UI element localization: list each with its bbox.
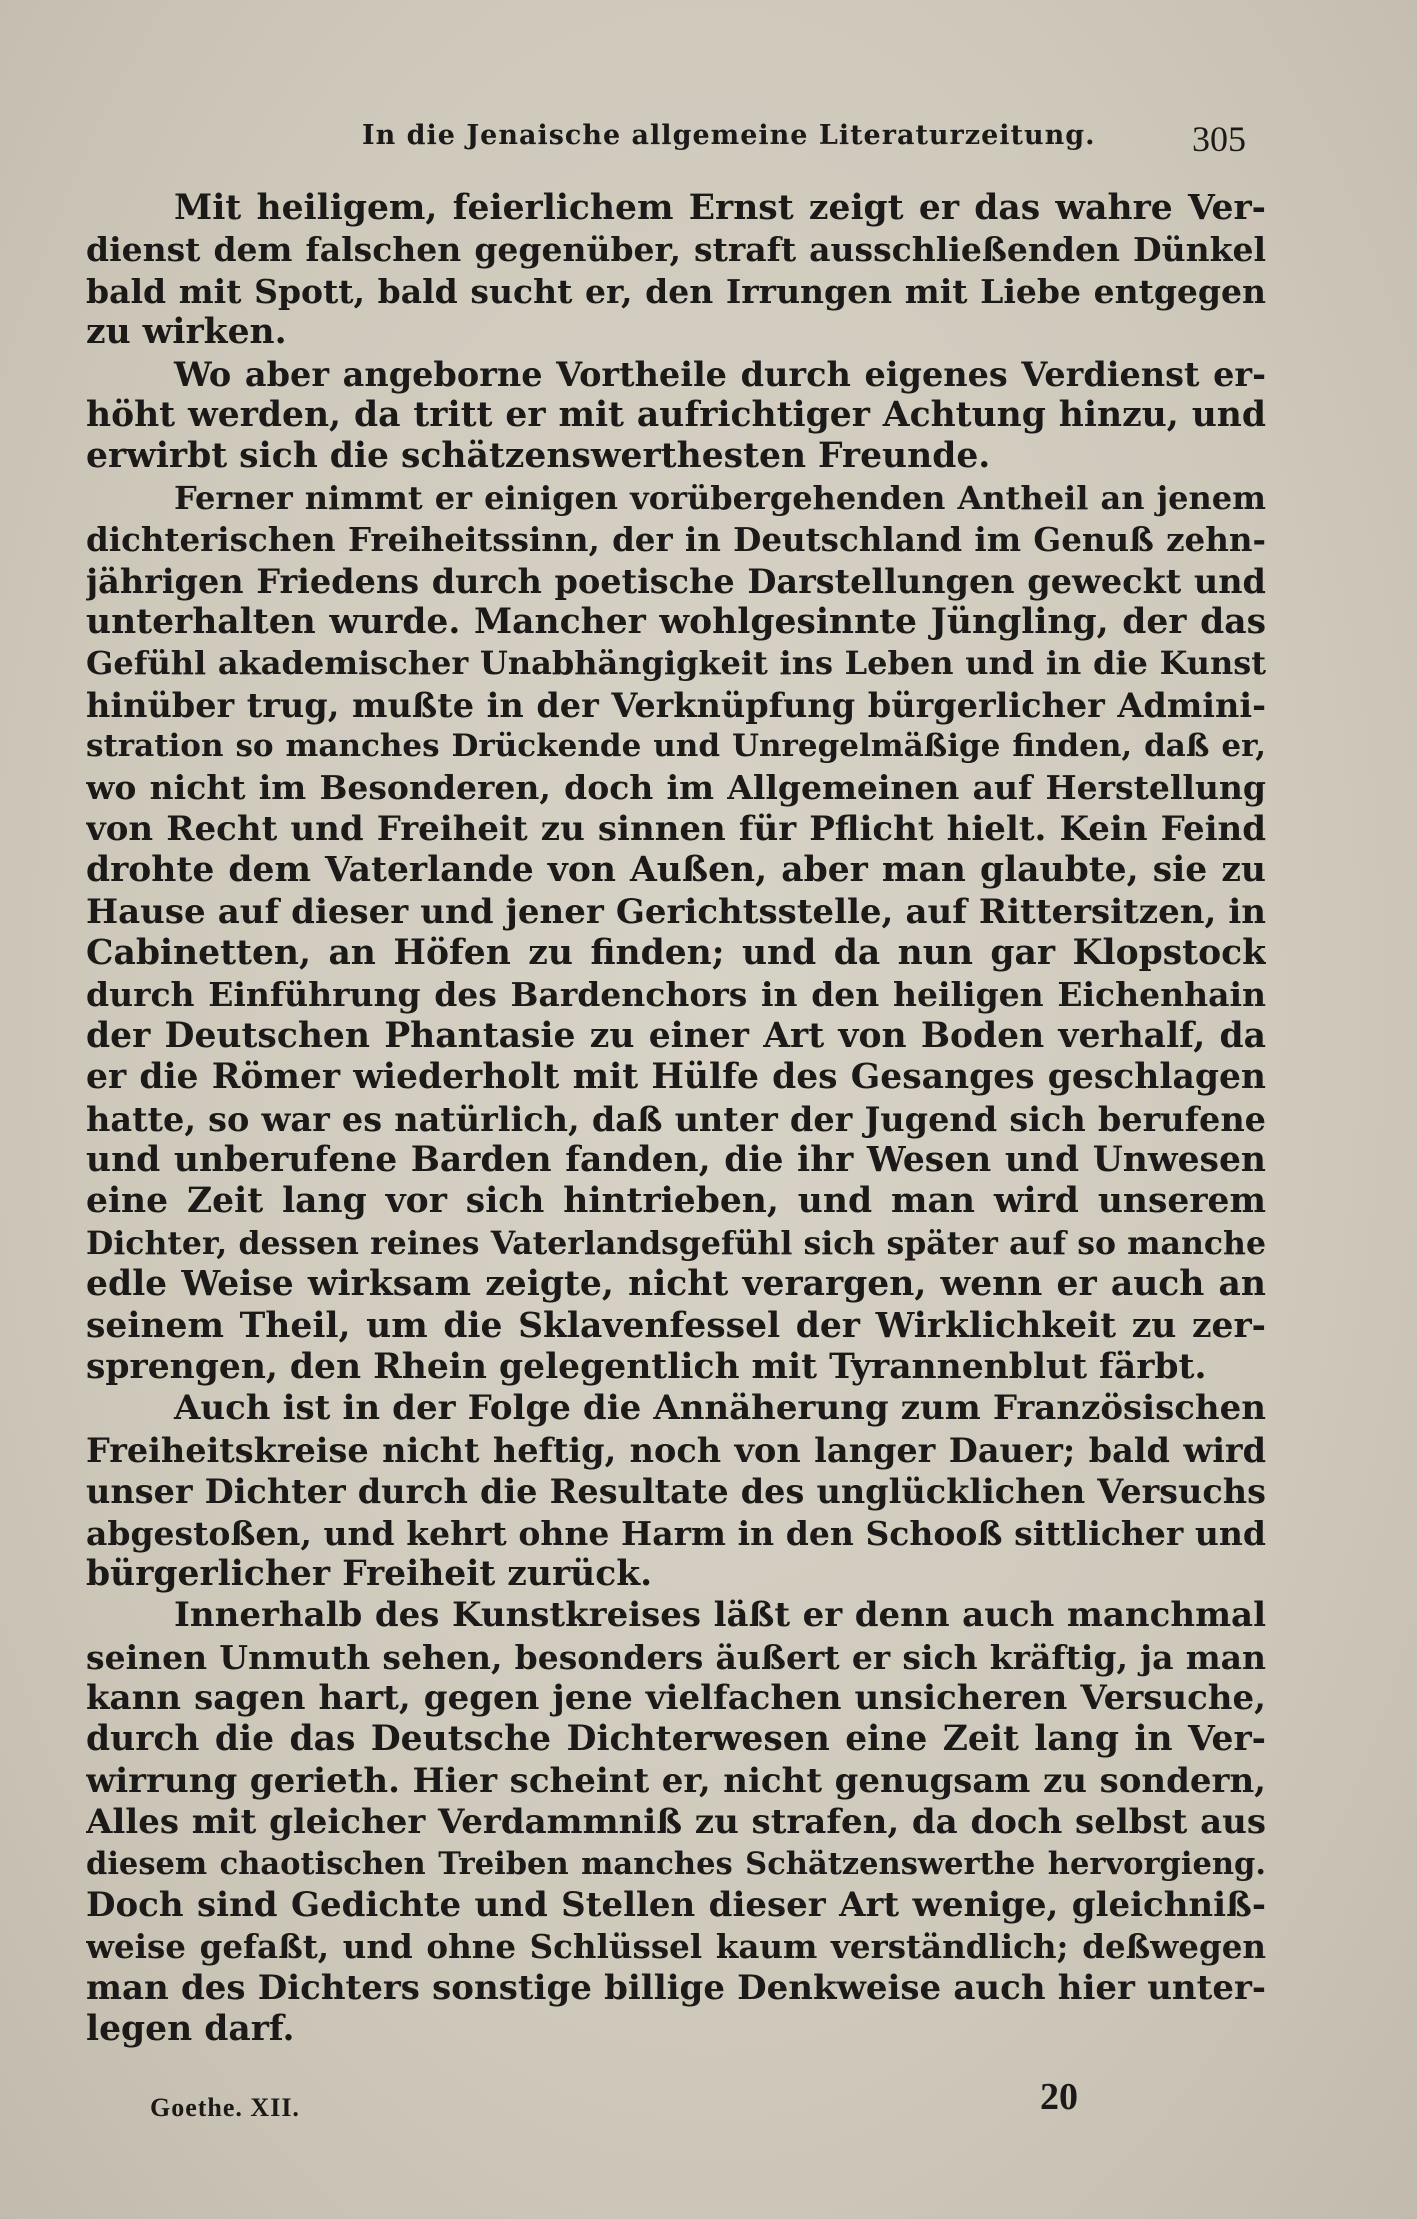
text-line: jährigen Friedens durch poetische Darstellungen geweckt und [86,561,1266,601]
text-line: abgestoßen, und kehrt ohne Harm in den Schooß sittlicher und [86,1513,1266,1553]
text-line: stration so manches Drückende und Unregelmäßige finden, daß er, [86,728,1266,765]
text-line: weise gefaßt, und ohne Schlüssel kaum verständlich; deßwegen [86,1927,1266,1967]
text-line: und unberufene Barden fanden, die ihr Wesen und Unwesen [86,1139,1266,1180]
text-line: Ferner nimmt er einigen vorübergehenden Antheil an jenem [174,478,1266,517]
text-line: wo nicht im Besonderen, doch im Allgemeinen auf Herstellung [86,768,1266,808]
text-line: Mit heiligem, feierlichem Ernst zeigt er das wahre Ver- [174,188,1266,228]
body-text [86,188,1266,2051]
page-number: 305 [1192,119,1246,159]
text-line: kann sagen hart, gegen jene vielfachen unsicheren Versuche, [86,1678,1266,1719]
text-line: Freiheitskreise nicht heftig, noch von langer Dauer; bald wird [86,1430,1266,1470]
text-line: durch die das Deutsche Dichterwesen eine Zeit lang in Ver- [86,1719,1266,1760]
text-line: sprengen, den Rhein gelegentlich mit Tyrannenblut färbt. [86,1346,1207,1387]
text-line: legen darf. [86,2009,295,2050]
text-line: zu wirken. [86,312,287,353]
text-line: drohte dem Vaterlande von Außen, aber man glaubte, sie zu [86,850,1266,891]
text-line: wirrung gerieth. Hier scheint er, nicht genugsam zu sondern, [86,1760,1266,1801]
text-line: Alles mit gleicher Verdammniß zu strafen, da doch selbst aus [86,1802,1266,1843]
signature-number: 20 [1040,2076,1078,2118]
text-line: höht werden, da tritt er mit aufrichtiger Achtung hinzu, und [86,394,1266,435]
text-line: bald mit Spott, bald sucht er, den Irrungen mit Liebe entgegen [86,271,1266,311]
text-line: seinen Unmuth sehen, besonders äußert er sich kräftig, ja man [86,1637,1266,1677]
text-line: dienst dem falschen gegenüber, straft ausschließenden Dünkel [86,230,1266,270]
text-line: Wo aber angeborne Vortheile durch eigenes Verdienst er- [174,354,1266,394]
text-line: von Recht und Freiheit zu sinnen für Pflicht hielt. Kein Feind [86,808,1266,849]
text-line: seinem Theil, um die Sklavenfessel der Wirklichkeit zu zer- [86,1305,1266,1346]
text-line: durch Einführung des Bardenchors in den heiligen Eichenhain [86,975,1266,1015]
text-line: eine Zeit lang vor sich hintrieben, und man wird unserem [86,1181,1266,1222]
text-line: erwirbt sich die schätzenswerthesten Freunde. [86,436,991,477]
text-line: der Deutschen Phantasie zu einer Art von Boden verhalf, da [86,1015,1266,1056]
text-line: bürgerlicher Freiheit zurück. [86,1553,653,1594]
text-line: diesem chaotischen Treiben manches Schätzenswerthe hervorgieng. [86,1845,1266,1882]
text-line: Hause auf dieser und jener Gerichtsstelle, auf Rittersitzen, in [86,891,1266,932]
text-line: hinüber trug, mußte in der Verknüpfung bürgerlicher Admini- [86,685,1266,725]
text-line: Doch sind Gedichte und Stellen dieser Art wenige, gleichniß- [86,1885,1266,1926]
text-line: edle Weise wirksam zeigte, nicht verargen, wenn er auch an [86,1264,1266,1305]
page-footer [0,2075,1417,2135]
printer-signature: Goethe. XII. [150,2093,300,2122]
text-line: dichterischen Freiheitssinn, der in Deutschland im Genuß zehn- [86,520,1266,560]
text-line: Auch ist in der Folge die Annäherung zum Französischen [174,1388,1266,1429]
text-line: er die Römer wiederholt mit Hülfe des Gesanges geschlagen [86,1057,1266,1098]
text-line: Dichter, dessen reines Vaterlandsgefühl sich später auf so manche [86,1224,1266,1262]
text-line: hatte, so war es natürlich, daß unter der Jugend sich berufene [86,1099,1266,1139]
text-line: unterhalten wurde. Mancher wohlgesinnte Jüngling, der das [86,601,1266,642]
text-line: Cabinetten, an Höfen zu finden; und da nun gar Klopstock [86,933,1266,974]
text-line: unser Dichter durch die Resultate des unglücklichen Versuchs [86,1472,1266,1512]
running-title: In die Jenaische allgemeine Literaturzeitung. [362,120,1096,151]
text-line: Innerhalb des Kunstkreises läßt er denn auch manchmal [174,1595,1266,1636]
page-header [0,118,1417,178]
text-line: man des Dichters sonstige billige Denkweise auch hier unter- [86,1967,1266,2008]
text-line: Gefühl akademischer Unabhängigkeit ins Leben und in die Kunst [86,644,1266,683]
